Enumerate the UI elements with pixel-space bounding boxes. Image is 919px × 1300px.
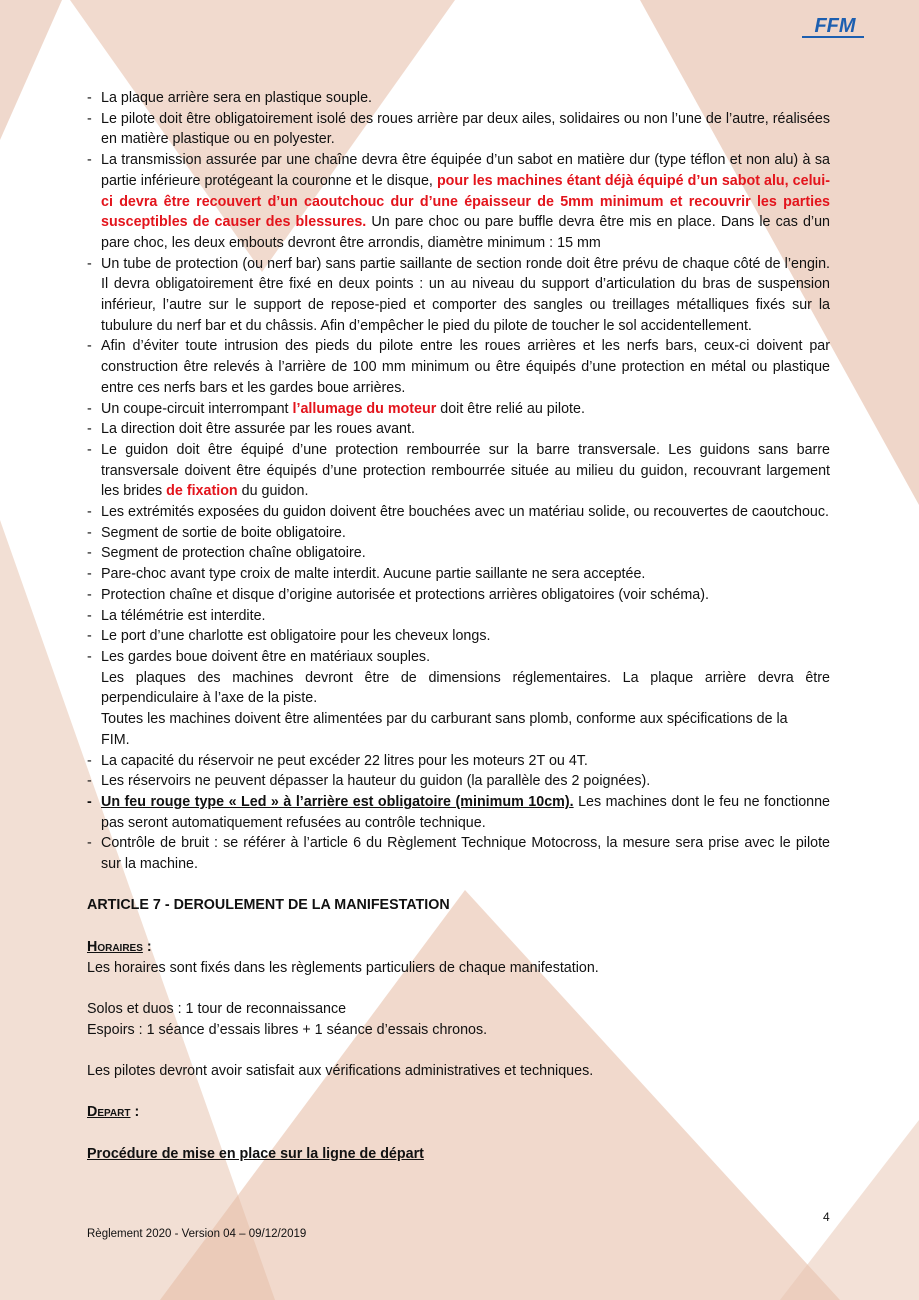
list-item (87, 399, 830, 420)
list-item (87, 419, 830, 440)
horaires-label: Horaires (87, 938, 143, 955)
highlighted-text: l’allumage du moteur (292, 400, 437, 417)
list-item (87, 109, 830, 150)
list-item (87, 523, 830, 544)
horaires-text: Les horaires sont fixés dans les règlements particuliers de chaque manifestation. (87, 959, 599, 976)
bullet-text: Les machines dont le feu ne fonctionne pas seront automatiquement refusées au contrôle technique. (101, 793, 830, 831)
rules-list (87, 88, 830, 875)
bullet-text: Un tube de protection (ou nerf bar) sans partie saillante de section ronde doit être prévu de chaque côté de l’engin. Il devra obligatoirement être fixé en deux points : un au niveau du support d’articulation du bras de suspension inférieur, l’autre sur le support de repose-pied et comporter des sangles ou treillages métalliques fixés sur la tubulure du nerf bar et du châssis. Afin d’empêcher le pied du pilote de toucher le sol accidentellement. (101, 255, 830, 334)
list-item (87, 606, 830, 627)
pilotes-text: Les pilotes devront avoir satisfait aux vérifications administratives et techniques. (87, 1062, 594, 1079)
depart-heading (87, 1102, 830, 1123)
list-item (87, 543, 830, 564)
list-item (87, 626, 830, 647)
article-title: ARTICLE 7 - DEROULEMENT DE LA MANIFESTATION (87, 897, 450, 914)
bullet-text: Contrôle de bruit : se référer à l’article 6 du Règlement Technique Motocross, la mesure sera prise avec le pilote sur la machine. (101, 835, 830, 873)
svg-text:FFM: FFM (814, 15, 856, 37)
list-item (87, 88, 830, 109)
bullet-text: Le pilote doit être obligatoirement isolé des roues arrière par deux ailes, solidaires ou non l’une de l’autre, réalisées en matière plastique ou en polyester. (101, 110, 830, 148)
list-item (87, 440, 830, 502)
bold-underlined-text: Un feu rouge type « Led » à l’arrière est obligatoire (minimum 10cm). (101, 793, 574, 810)
highlighted-text: pour les machines étant déjà équipé d’un sabot alu, celui-ci devra être recouvert d’un caoutchouc dur d’une épaisseur de 5mm minimum et recouvrir les parties susceptibles de causer des blessures. (101, 172, 831, 231)
bullet-text: La transmission assurée par une chaîne devra être équipée d’un sabot en matière dur (type téflon et non alu) à sa partie inférieure protégeant la couronne et le disque, (101, 152, 830, 189)
list-item (87, 833, 830, 874)
bullet-text: Les réservoirs ne peuvent dépasser la hauteur du guidon (la parallèle des 2 poignées). (101, 773, 651, 790)
list-item (87, 751, 830, 772)
bullet-text: Le guidon doit être équipé d’une protection rembourrée sur la barre transversale. Les guidons sans barre transversale doivent être équipés d’une protection rembourrée située au milieu du guidon, recouvrant largement les brides (101, 441, 830, 500)
bullet-text: doit être relié au pilote. (436, 400, 585, 417)
depart-label: Depart (87, 1104, 131, 1121)
list-item (87, 564, 830, 585)
bullet-text: La télémétrie est interdite. (101, 607, 266, 624)
continuation-paragraph: Les plaques des machines devront être de dimensions réglementaires. La plaque arrière devra être perpendiculaire à l’axe de la piste. (101, 669, 830, 707)
solos-text: Solos et duos : 1 tour de reconnaissance (87, 1000, 347, 1017)
list-item (87, 336, 830, 398)
bullet-text: Segment de protection chaîne obligatoire. (101, 545, 366, 562)
list-item (87, 771, 830, 792)
bullet-text: La direction doit être assurée par les roues avant. (101, 421, 415, 438)
bullet-text: Protection chaîne et disque d’origine autorisée et protections arrières obligatoires (voir schéma). (101, 586, 709, 603)
bullet-text: Les gardes boue doivent être en matériaux souples. (101, 648, 431, 665)
bullet-text: du guidon. (237, 483, 309, 500)
bullet-text: Les extrémités exposées du guidon doivent être bouchées avec un matériau solide, ou recouvertes de caoutchouc. (101, 504, 830, 521)
list-item (87, 585, 830, 606)
ffm-logo (800, 14, 870, 42)
footer-text: Règlement 2020 - Version 04 – 09/12/2019 (87, 1228, 307, 1240)
bullet-text: Segment de sortie de boite obligatoire. (101, 524, 346, 541)
bullet-text: Le port d’une charlotte est obligatoire pour les cheveux longs. (101, 628, 491, 645)
heading-colon: : (130, 1104, 140, 1121)
heading-colon: : (142, 938, 152, 955)
document-body (87, 88, 830, 1164)
list-item (87, 792, 830, 833)
espoirs-text: Espoirs : 1 séance d’essais libres + 1 séance d’essais chronos. (87, 1021, 488, 1038)
list-item (87, 150, 830, 254)
bullet-text: Un coupe-circuit interrompant (101, 400, 293, 417)
bullet-text: La capacité du réservoir ne peut excéder 22 litres pour les moteurs 2T ou 4T. (101, 752, 588, 769)
horaires-heading (87, 937, 830, 958)
bullet-text: Un pare choc ou pare buffle devra être mis en place. Dans le cas d’un pare choc, les deux embouts devront être arrondis, diamètre minimum : 15 mm (101, 214, 830, 251)
list-item (87, 647, 830, 751)
bullet-text: Pare-choc avant type croix de malte interdit. Aucune partie saillante ne sera acceptée. (101, 566, 646, 583)
list-item (87, 254, 830, 337)
bullet-text: La plaque arrière sera en plastique souple. (101, 90, 373, 106)
highlighted-text: de fixation (166, 483, 238, 500)
bullet-text: Afin d’éviter toute intrusion des pieds du pilote entre les roues arrières et les nerfs bars, ceux-ci doivent par construction être relevés à l’arrière de 100 mm minimum ou être équipés d’une protection en métal ou plastique entre ces nerfs bars et les gardes boue arrières. (101, 338, 830, 396)
page-number: 4 (823, 1210, 830, 1224)
procedure-heading: Procédure de mise en place sur la ligne de départ (87, 1145, 424, 1162)
continuation-paragraph: Toutes les machines doivent être alimentées par du carburant sans plomb, conforme aux spécifications de la FIM. (101, 711, 788, 748)
list-item (87, 502, 830, 523)
top-left-triangle (0, 0, 62, 140)
